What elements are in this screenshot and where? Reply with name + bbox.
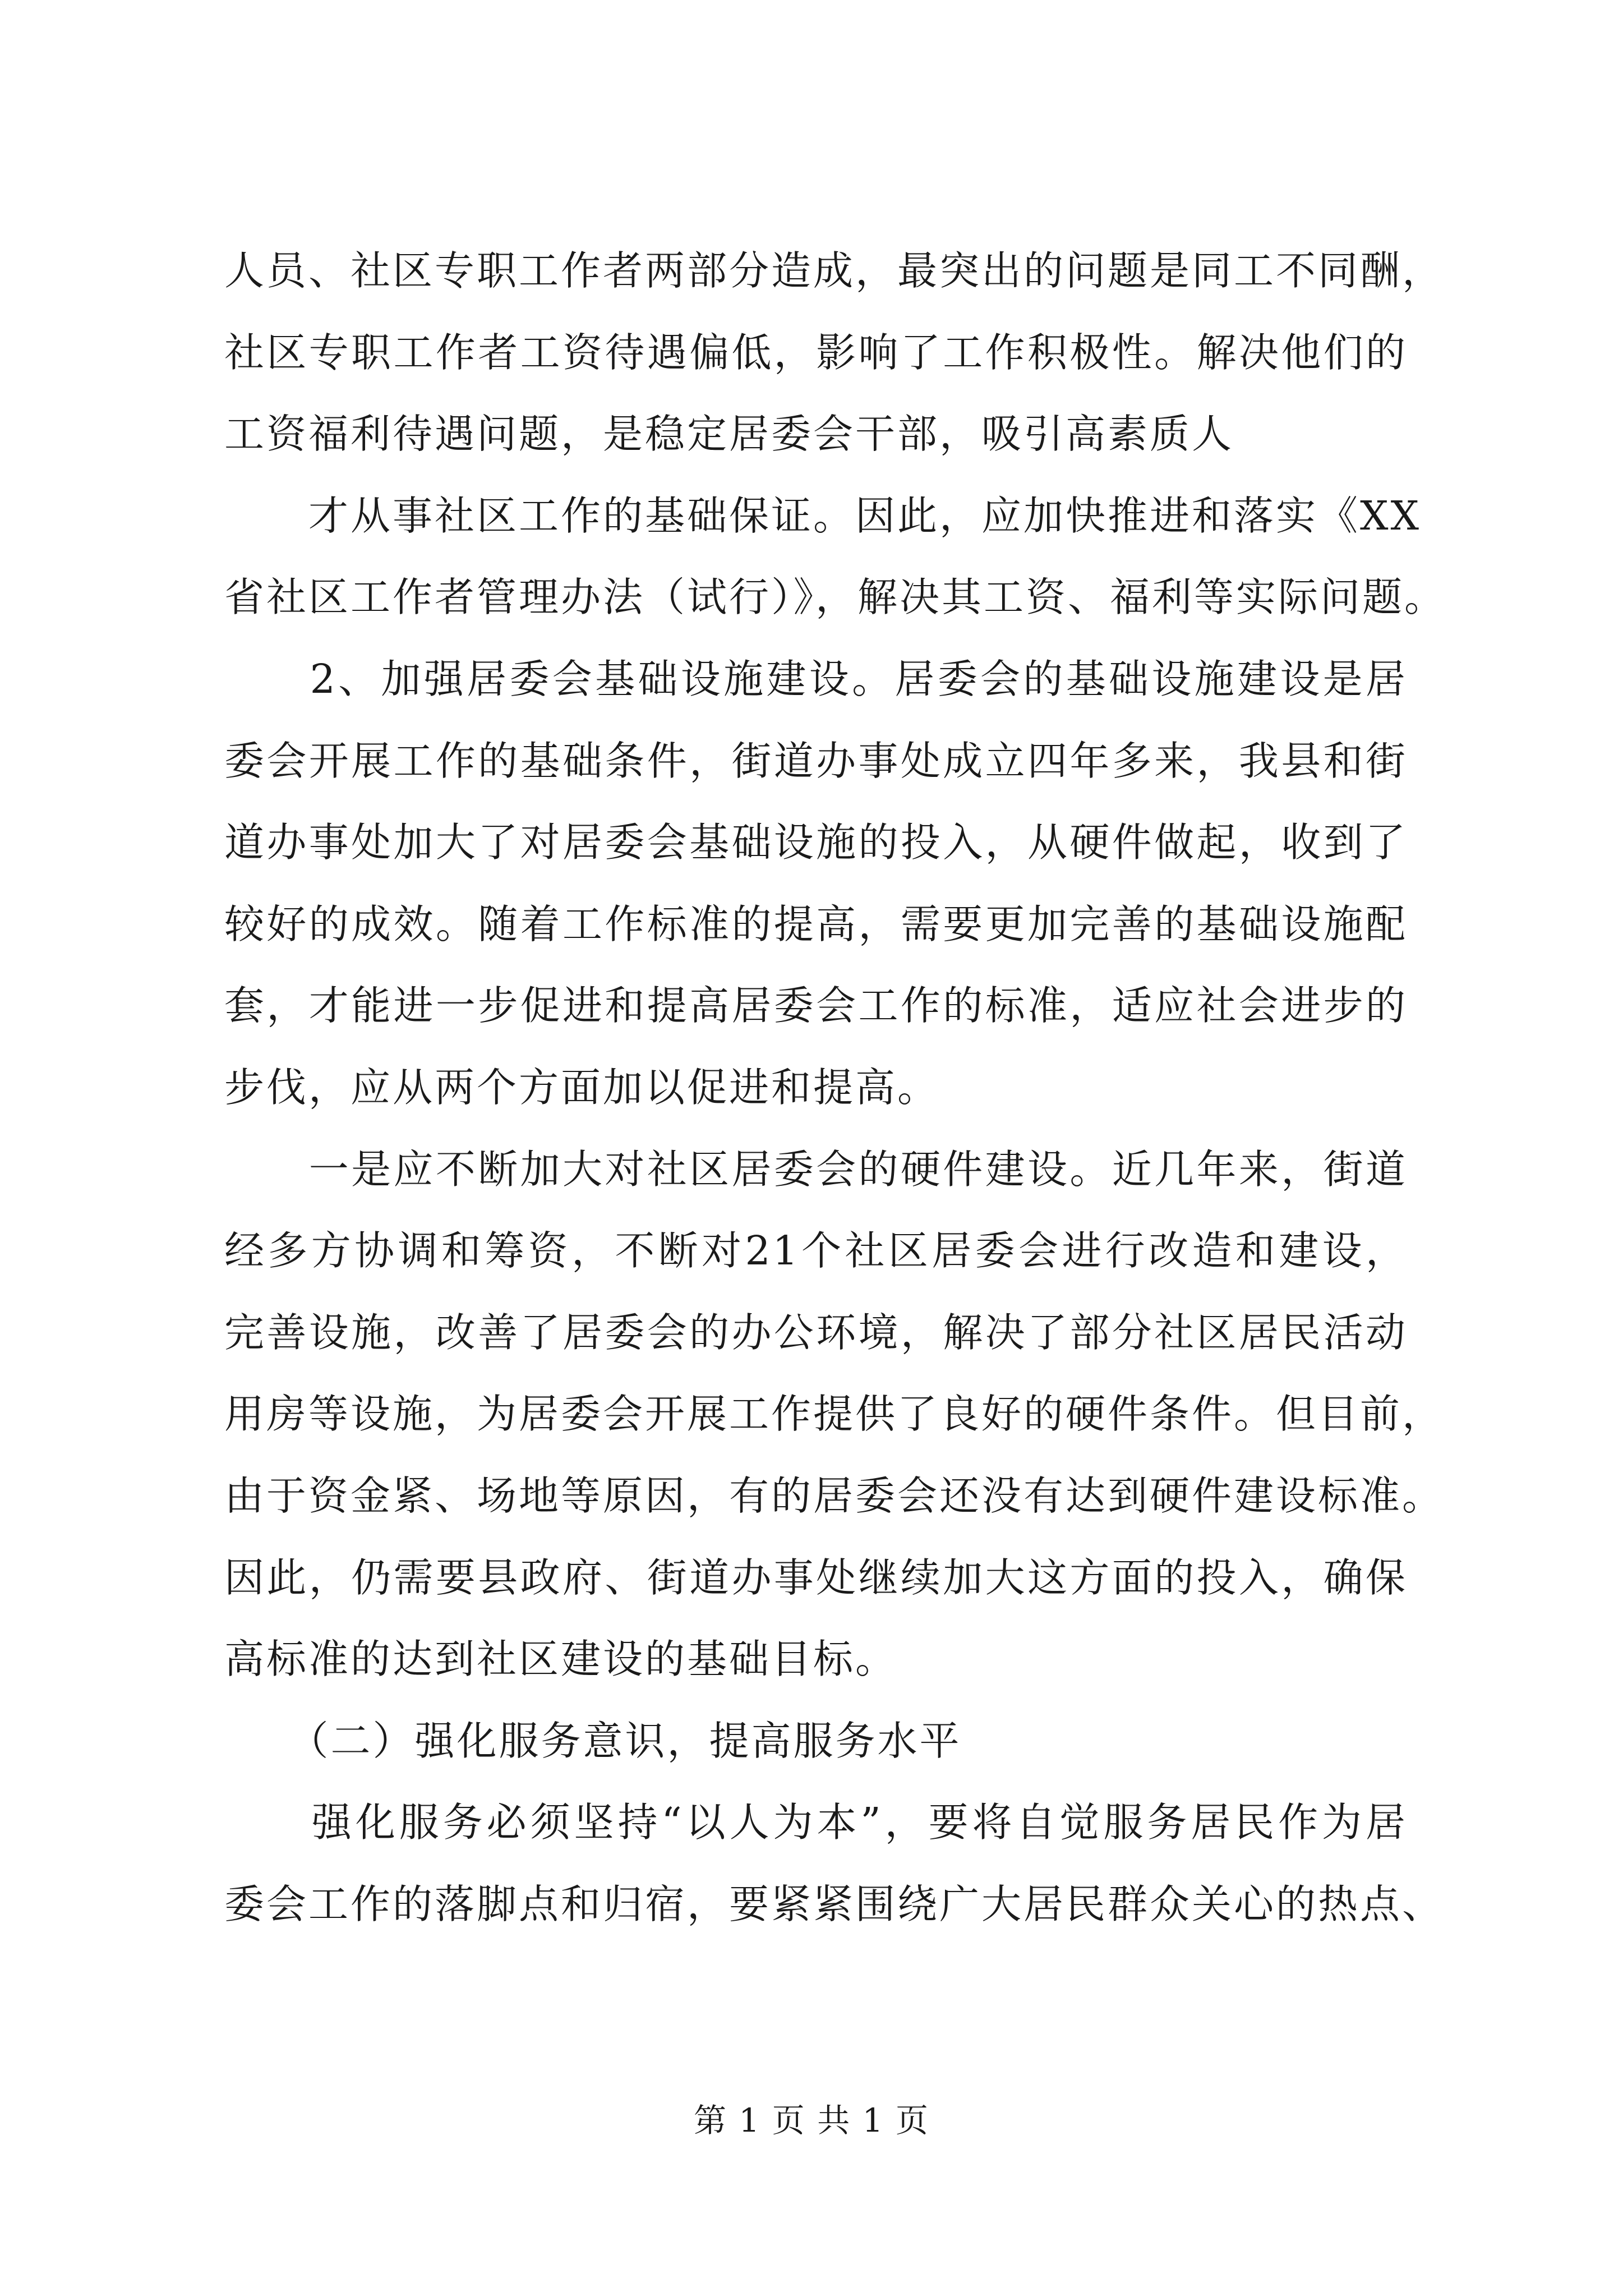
text-line: 步伐，应从两个方面加以促进和提高。 (224, 1064, 940, 1111)
text-line: 委会开展工作的基础条件，街道办事处成立四年多来，我县和街 (224, 737, 1408, 784)
text-line: 省社区工作者管理办法（试行）》，解决其工资、福利等实际问题。 (224, 574, 1447, 621)
text-line: 社区专职工作者工资待遇偏低，影响了工作积极性。解决他们的 (224, 329, 1408, 376)
text-line: 一是应不断加大对社区居委会的硬件建设。近几年来，街道 (224, 1145, 1408, 1193)
page-number-footer: 第 1 页 共 1 页 (694, 2101, 929, 2139)
section-heading: （二）强化服务意识，提高服务水平 (224, 1717, 962, 1764)
text-line: 因此，仍需要县政府、街道办事处继续加大这方面的投入，确保 (224, 1554, 1408, 1601)
text-line: 较好的成效。随着工作标准的提高，需要更加完善的基础设施配 (224, 900, 1408, 947)
text-line: 套，才能进一步促进和提高居委会工作的标准，适应社会进步的 (224, 982, 1408, 1029)
body-text (224, 230, 1447, 1945)
text-line: 委会工作的落脚点和归宿，要紧紧围绕广大居民群众关心的热点、 (224, 1880, 1445, 1927)
text-line: 道办事处加大了对居委会基础设施的投入，从硬件做起，收到了 (224, 819, 1408, 866)
text-line: 高标准的达到社区建设的基础目标。 (224, 1636, 898, 1683)
text-line: 用房等设施，为居委会开展工作提供了良好的硬件条件。但目前， (224, 1391, 1445, 1438)
text-line: 强化服务必须坚持“以人为本”，要将自觉服务居民作为居 (224, 1799, 1408, 1846)
text-line: 由于资金紧、场地等原因，有的居委会还没有达到硬件建设标准。 (224, 1472, 1445, 1519)
text-line: 才从事社区工作的基础保证。因此，应加快推进和落实《XX (224, 492, 1422, 539)
text-line: 人员、社区专职工作者两部分造成，最突出的问题是同工不同酬， (224, 247, 1445, 294)
text-line: 完善设施，改善了居委会的办公环境，解决了部分社区居民活动 (224, 1309, 1408, 1356)
text-line: 经多方协调和筹资，不断对21个社区居委会进行改造和建设， (224, 1227, 1408, 1274)
text-line: 工资福利待遇问题，是稳定居委会干部，吸引高素质人 (224, 411, 1234, 458)
text-line: 2、加强居委会基础设施建设。居委会的基础设施建设是居 (224, 655, 1408, 702)
